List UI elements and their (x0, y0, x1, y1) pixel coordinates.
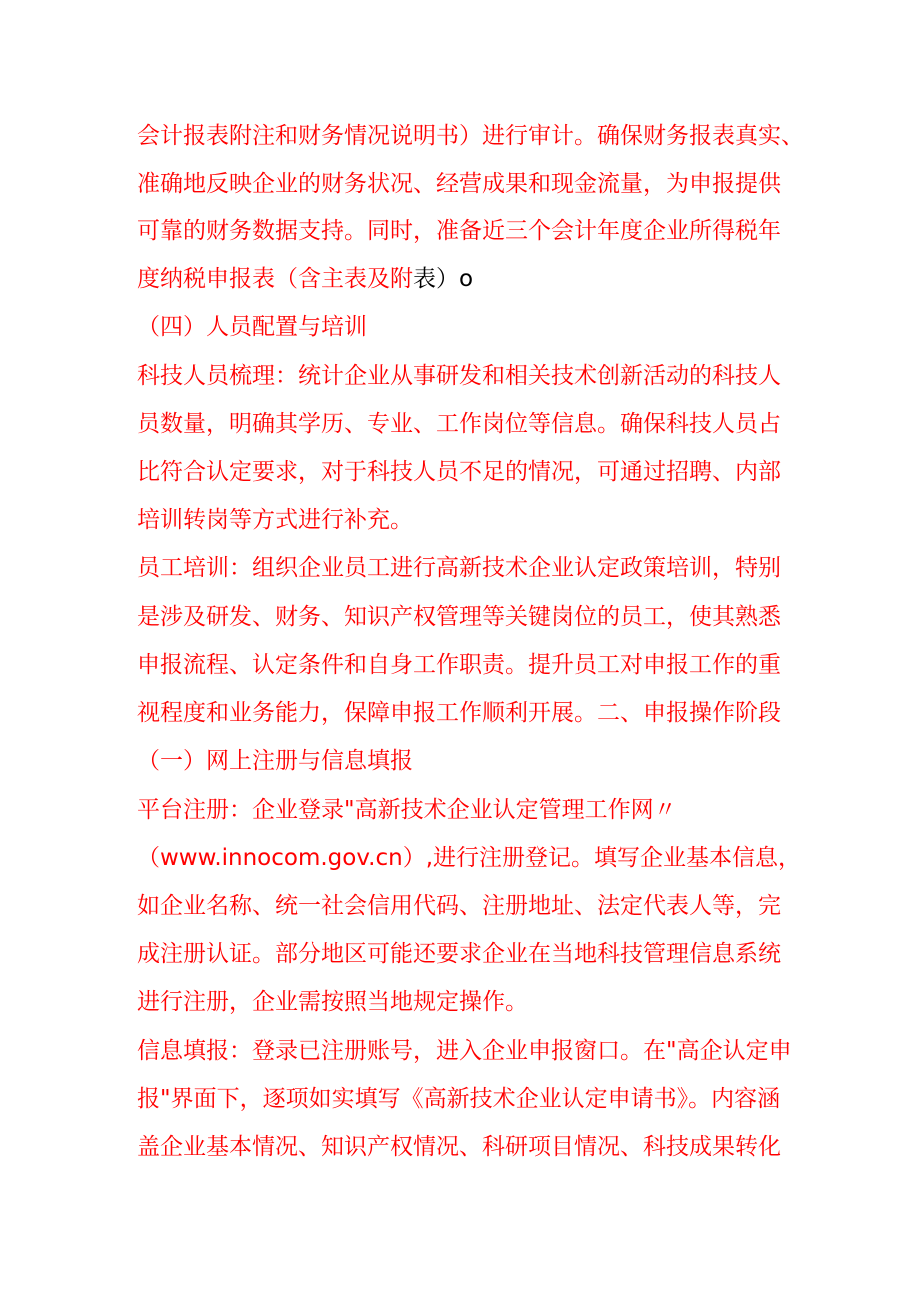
paragraph-line: 平台注册：企业登录"高新技术企业认定管理工作网〃 (137, 797, 677, 823)
line-text-black: 表）o (413, 266, 474, 292)
paragraph-line: 如企业名称、统一社会信用代码、注册地址、法定代表人等，完 (137, 893, 781, 919)
paragraph-line: （www.innocom.gov.cn）,进行注册登记。填写企业基本信息， (137, 845, 802, 871)
paragraph-line: 视程度和业务能力，保障申报工作顺利开展。二、申报操作阶段 (137, 700, 781, 726)
paragraph-line: 成注册认证。部分地区可能还要求企业在当地科技管理信息系统 (137, 941, 781, 967)
paragraph-line: 进行注册，企业需按照当地规定操作。 (137, 989, 528, 1015)
paragraph-line: 科技人员梳理：统计企业从事研发和相关技术创新活动的科技人 (137, 363, 781, 389)
line-text: 度纳税申报表（含主表及附 (137, 266, 413, 292)
paragraph-line: 信息填报：登录已注册账号，进入企业申报窗口。在"高企认定申 (137, 1038, 792, 1064)
paragraph-line (137, 264, 473, 294)
paragraph-line: 申报流程、认定条件和自身工作职责。提升员工对申报工作的重 (137, 652, 781, 678)
paragraph-line: 员数量，明确其学历、专业、工作岗位等信息。确保科技人员占 (137, 411, 781, 437)
paragraph-line: 是涉及研发、财务、知识产权管理等关键岗位的员工，使其熟悉 (137, 604, 781, 630)
paragraph-line: 培训转岗等方式进行补充。 (137, 507, 413, 533)
paragraph-line: 会计报表附注和财务情况说明书）进行审计。确保财务报表真实、 (137, 123, 804, 149)
paragraph-line: 可靠的财务数据支持。同时，准备近三个会计年度企业所得税年 (137, 218, 781, 244)
section-heading: （四）人员配置与培训 (137, 314, 367, 340)
section-heading: （一）网上注册与信息填报 (137, 748, 413, 774)
paragraph-line: 盖企业基本情况、知识产权情况、科研项目情况、科技成果转化 (137, 1134, 781, 1160)
paragraph-line: 报"界面下，逐项如实填写《高新技术企业认定申请书》。内容涵 (137, 1086, 781, 1112)
paragraph-line: 比符合认定要求，对于科技人员不足的情况，可通过招聘、内部 (137, 459, 781, 485)
paragraph-line: 员工培训：组织企业员工进行高新技术企业认定政策培训，特别 (137, 555, 781, 581)
paragraph-line: 准确地反映企业的财务状况、经营成果和现金流量，为申报提供 (137, 171, 781, 197)
